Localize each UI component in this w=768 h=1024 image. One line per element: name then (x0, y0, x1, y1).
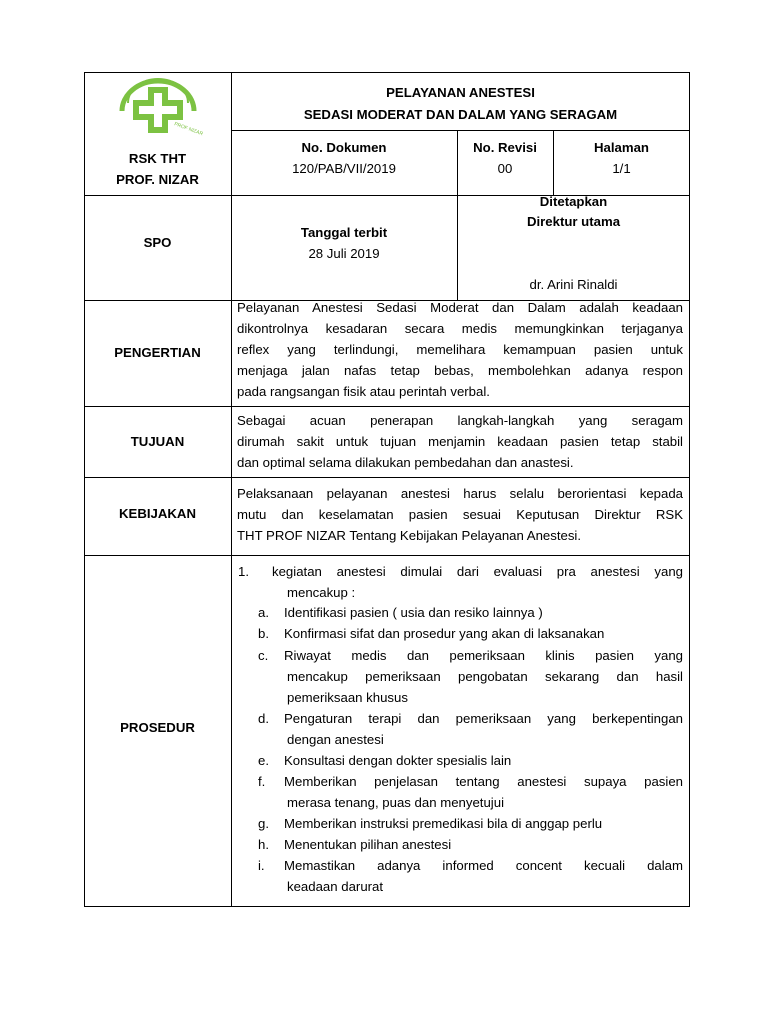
hospital-name-line2: PROF. NIZAR (116, 172, 199, 187)
sub-item-text: Pengaturan terapi dan pemeriksaan yang berkepentingan (284, 711, 683, 726)
sub-item-marker: e. (258, 753, 269, 768)
text-line: dan optimal selama dilakukan pembedahan dan anastesi. (237, 455, 574, 470)
svg-text:PROF NIZAR: PROF NIZAR (173, 121, 204, 138)
doc-number-label: No. Dokumen (301, 140, 387, 155)
sub-item-marker: d. (258, 711, 269, 726)
hospital-logo (110, 73, 206, 145)
page-value: 1/1 (612, 161, 631, 176)
sub-item-text: merasa tenang, puas dan menyetujui (287, 795, 505, 810)
sub-item-text: Riwayat medis dan pemeriksaan klinis pasien yang (284, 648, 683, 663)
column-divider (231, 72, 232, 907)
revision-value: 00 (497, 161, 513, 176)
tujuan-label: TUJUAN (130, 434, 185, 449)
sub-item-text: pemeriksaan khusus (287, 690, 408, 705)
sub-item-text: Identifikasi pasien ( usia dan resiko lainnya ) (284, 605, 543, 620)
sub-item-text: dengan anestesi (287, 732, 384, 747)
text-line: Pelaksanaan pelayanan anestesi harus selalu berorientasi kepada (237, 486, 683, 501)
spo-label: SPO (143, 235, 172, 250)
text-line: pada rangsangan fisik atau perintah verbal. (237, 384, 490, 399)
issue-date-label: Tanggal terbit (300, 225, 388, 240)
row-divider (84, 477, 690, 478)
sub-item-marker: b. (258, 626, 269, 641)
row-divider (84, 406, 690, 407)
document-title-line1: PELAYANAN ANESTESI (386, 85, 535, 100)
list-item-text: kegiatan anestesi dimulai dari evaluasi pra anestesi yang (272, 564, 683, 579)
sub-item-marker: h. (258, 837, 269, 852)
revision-label: No. Revisi (473, 140, 537, 155)
issue-date-value: 28 Juli 2019 (308, 246, 380, 261)
sub-item-marker: i. (258, 858, 265, 873)
sub-item-text: keadaan darurat (287, 879, 384, 894)
cross-logo-icon (110, 73, 206, 145)
page-label: Halaman (594, 140, 649, 155)
list-item-text: mencakup : (287, 585, 356, 600)
sub-item-text: mencakup pemeriksaan pengobatan sekarang dan hasil (287, 669, 683, 684)
pengertian-label: PENGERTIAN (114, 345, 201, 360)
doc-number-value: 120/PAB/VII/2019 (292, 161, 396, 176)
text-line: dikontrolnya kesadaran secara medis memungkinkan terjaganya (237, 321, 683, 336)
sub-item-text: Memberikan instruksi premedikasi bila di anggap perlu (284, 816, 603, 831)
sub-item-marker: a. (258, 605, 269, 620)
sub-item-text: Konfirmasi sifat dan prosedur yang akan di laksanakan (284, 626, 605, 641)
text-line: Pelayanan Anestesi Sedasi Moderat dan Dalam adalah keadaan (237, 300, 683, 315)
prosedur-label: PROSEDUR (120, 720, 195, 735)
sub-item-text: Memastikan adanya informed concent kecuali dalam (284, 858, 683, 873)
approved-by: Direktur utama (526, 214, 621, 229)
text-line: dirumah sakit untuk tujuan menjamin keadaan pasien tetap stabil (237, 434, 683, 449)
text-line: mutu dan keselamatan pasien sesuai Keputusan Direktur RSK (237, 507, 683, 522)
row-divider (231, 130, 690, 131)
list-number: 1. (238, 564, 249, 579)
hospital-name-line1: RSK THT (128, 151, 187, 166)
sub-item-text: Memberikan penjelasan tentang anestesi supaya pasien (284, 774, 683, 789)
sub-item-text: Menentukan pilihan anestesi (284, 837, 452, 852)
signer-name: dr. Arini Rinaldi (529, 277, 618, 292)
sub-item-marker: c. (258, 648, 269, 663)
kebijakan-label: KEBIJAKAN (119, 506, 196, 521)
text-line: reflex yang terlindungi, memelihara kemampuan pasien untuk (237, 342, 683, 357)
document-title-line2: SEDASI MODERAT DAN DALAM YANG SERAGAM (303, 107, 618, 122)
text-line: menjaga jalan nafas tetap bebas, membolehkan adanya respon (237, 363, 683, 378)
text-line: THT PROF NIZAR Tentang Kebijakan Pelayanan Anestesi. (237, 528, 582, 543)
text-line: Sebagai acuan penerapan langkah-langkah yang seragam (237, 413, 683, 428)
sub-item-marker: f. (258, 774, 266, 789)
row-divider (84, 555, 690, 556)
sub-item-text: Konsultasi dengan dokter spesialis lain (284, 753, 512, 768)
approved-label: Ditetapkan (539, 194, 608, 209)
sub-item-marker: g. (258, 816, 269, 831)
